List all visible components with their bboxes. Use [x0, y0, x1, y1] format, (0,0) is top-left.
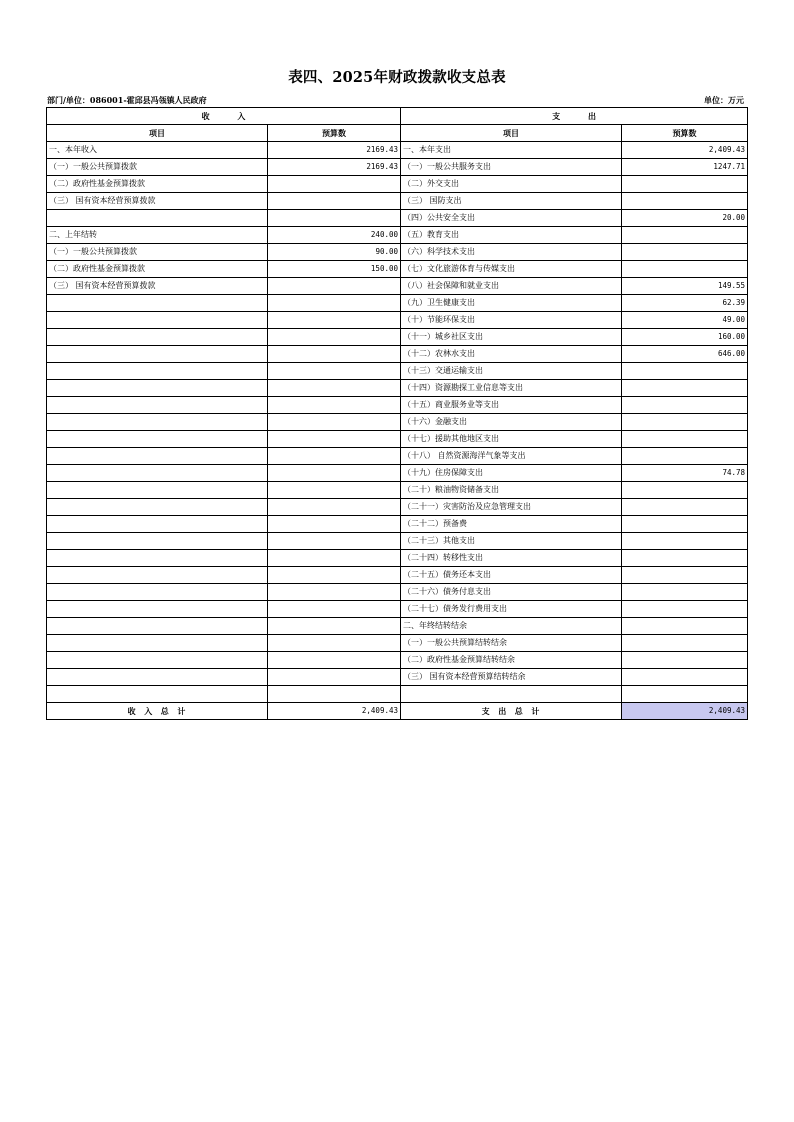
- income-item-cell: [47, 448, 268, 465]
- income-value-cell: [268, 482, 401, 499]
- income-value-cell: 240.00: [268, 227, 401, 244]
- table-row: [47, 312, 748, 329]
- unit-label: 单位：万元: [704, 95, 744, 105]
- income-item-cell: [47, 618, 268, 635]
- income-value-cell: [268, 465, 401, 482]
- income-value-cell: [268, 448, 401, 465]
- expense-value-cell: [622, 686, 748, 703]
- expense-item-cell: （六）科学技术支出: [401, 244, 622, 261]
- budget-table: [46, 107, 748, 720]
- expense-item-cell: （十七）援助其他地区支出: [401, 431, 622, 448]
- income-value-cell: 2169.43: [268, 142, 401, 159]
- income-value-cell: [268, 380, 401, 397]
- expense-item-cell: （十四）资源勘探工业信息等支出: [401, 380, 622, 397]
- income-item-cell: [47, 346, 268, 363]
- table-row: [47, 329, 748, 346]
- income-item-cell: （二）政府性基金预算拨款: [47, 261, 268, 278]
- expense-item-cell: 一、本年支出: [401, 142, 622, 159]
- table-row: [47, 567, 748, 584]
- income-item-cell: [47, 431, 268, 448]
- expense-item-cell: （二十三）其他支出: [401, 533, 622, 550]
- table-row: [47, 448, 748, 465]
- expense-value-cell: [622, 533, 748, 550]
- expense-item-cell: （一）一般公共预算结转结余: [401, 635, 622, 652]
- income-item-cell: [47, 567, 268, 584]
- expense-item-cell: （十八） 自然资源海洋气象等支出: [401, 448, 622, 465]
- income-value-cell: [268, 414, 401, 431]
- expense-budget-header: 预算数: [622, 125, 748, 142]
- table-row: [47, 499, 748, 516]
- expense-item-cell: （二）外交支出: [401, 176, 622, 193]
- income-item-cell: [47, 601, 268, 618]
- income-value-cell: [268, 652, 401, 669]
- expense-item-cell: （十六）金融支出: [401, 414, 622, 431]
- income-value-cell: [268, 635, 401, 652]
- table-row: [47, 142, 748, 159]
- table-row: [47, 261, 748, 278]
- expense-item-header: 项目: [401, 125, 622, 142]
- expense-item-cell: （七）文化旅游体育与传媒支出: [401, 261, 622, 278]
- income-value-cell: [268, 567, 401, 584]
- expense-value-cell: [622, 380, 748, 397]
- table-row: [47, 193, 748, 210]
- expense-item-cell: （二十七）债务发行费用支出: [401, 601, 622, 618]
- expense-item-cell: （十三）交通运输支出: [401, 363, 622, 380]
- income-value-cell: 90.00: [268, 244, 401, 261]
- table-row: [47, 550, 748, 567]
- table-row: [47, 465, 748, 482]
- expense-value-cell: [622, 448, 748, 465]
- expense-item-cell: （二十一）灾害防治及应急管理支出: [401, 499, 622, 516]
- expense-value-cell: 49.00: [622, 312, 748, 329]
- expense-item-cell: （二十二）预备费: [401, 516, 622, 533]
- table-row: [47, 516, 748, 533]
- income-item-cell: [47, 312, 268, 329]
- department-label: 部门/单位：086001-霍邱县冯瓴镇人民政府: [47, 95, 207, 105]
- income-item-cell: （二）政府性基金预算拨款: [47, 176, 268, 193]
- income-total-label: 收 入 总 计: [47, 703, 268, 720]
- income-value-cell: [268, 176, 401, 193]
- income-item-cell: [47, 499, 268, 516]
- table-row: [47, 295, 748, 312]
- income-item-cell: [47, 635, 268, 652]
- income-item-cell: [47, 329, 268, 346]
- expense-value-cell: [622, 618, 748, 635]
- income-item-cell: [47, 550, 268, 567]
- income-value-cell: [268, 550, 401, 567]
- income-value-cell: [268, 516, 401, 533]
- income-value-cell: [268, 584, 401, 601]
- income-value-cell: [268, 618, 401, 635]
- table-row: [47, 431, 748, 448]
- table-row: [47, 533, 748, 550]
- table-row: [47, 669, 748, 686]
- income-value-cell: [268, 499, 401, 516]
- expense-value-cell: [622, 431, 748, 448]
- expense-item-cell: （二）政府性基金预算结转结余: [401, 652, 622, 669]
- income-item-cell: [47, 686, 268, 703]
- expense-value-cell: [622, 193, 748, 210]
- income-item-cell: [47, 465, 268, 482]
- expense-value-cell: [622, 261, 748, 278]
- expense-value-cell: 1247.71: [622, 159, 748, 176]
- income-value-cell: [268, 193, 401, 210]
- income-section-header: 收 入: [47, 108, 401, 125]
- income-value-cell: 150.00: [268, 261, 401, 278]
- expense-item-cell: （四）公共安全支出: [401, 210, 622, 227]
- income-item-cell: （一）一般公共预算拨款: [47, 244, 268, 261]
- income-value-cell: [268, 278, 401, 295]
- income-item-cell: [47, 482, 268, 499]
- section-header-row: [47, 108, 748, 125]
- table-row: [47, 652, 748, 669]
- expense-value-cell: [622, 550, 748, 567]
- income-value-cell: [268, 346, 401, 363]
- income-item-cell: [47, 210, 268, 227]
- expense-item-cell: （二十六）债务付息支出: [401, 584, 622, 601]
- income-value-cell: [268, 397, 401, 414]
- table-row: [47, 210, 748, 227]
- expense-item-cell: 二、年终结转结余: [401, 618, 622, 635]
- expense-value-cell: [622, 652, 748, 669]
- table-row: [47, 227, 748, 244]
- income-value-cell: [268, 686, 401, 703]
- expense-item-cell: （二十五）债务还本支出: [401, 567, 622, 584]
- table-row: [47, 397, 748, 414]
- income-item-cell: [47, 363, 268, 380]
- expense-value-cell: [622, 414, 748, 431]
- income-value-cell: [268, 431, 401, 448]
- income-item-cell: [47, 380, 268, 397]
- table-row: [47, 686, 748, 703]
- table-row: [47, 601, 748, 618]
- expense-section-header: 支 出: [401, 108, 748, 125]
- income-item-cell: [47, 533, 268, 550]
- expense-value-cell: [622, 601, 748, 618]
- income-item-cell: （一）一般公共预算拨款: [47, 159, 268, 176]
- expense-item-cell: （九）卫生健康支出: [401, 295, 622, 312]
- table-row: [47, 380, 748, 397]
- expense-value-cell: 160.00: [622, 329, 748, 346]
- expense-value-cell: [622, 584, 748, 601]
- income-item-cell: [47, 516, 268, 533]
- income-item-cell: [47, 669, 268, 686]
- expense-value-cell: 20.00: [622, 210, 748, 227]
- table-row: [47, 244, 748, 261]
- income-item-cell: 二、上年结转: [47, 227, 268, 244]
- expense-item-cell: （十九）住房保障支出: [401, 465, 622, 482]
- income-value-cell: [268, 363, 401, 380]
- expense-value-cell: [622, 516, 748, 533]
- income-item-cell: （三） 国有资本经营预算拨款: [47, 193, 268, 210]
- expense-item-cell: （十一）城乡社区支出: [401, 329, 622, 346]
- table-row: [47, 363, 748, 380]
- expense-value-cell: [622, 635, 748, 652]
- expense-item-cell: （二十四）转移性支出: [401, 550, 622, 567]
- income-value-cell: [268, 669, 401, 686]
- table-row: [47, 159, 748, 176]
- expense-value-cell: [622, 227, 748, 244]
- table-row: [47, 176, 748, 193]
- income-item-cell: 一、本年收入: [47, 142, 268, 159]
- expense-value-cell: [622, 244, 748, 261]
- expense-total-value: 2,409.43: [622, 703, 748, 720]
- expense-item-cell: （三） 国防支出: [401, 193, 622, 210]
- income-value-cell: 2169.43: [268, 159, 401, 176]
- expense-item-cell: （八）社会保障和就业支出: [401, 278, 622, 295]
- table-row: [47, 482, 748, 499]
- table-row: [47, 584, 748, 601]
- income-total-value: 2,409.43: [268, 703, 401, 720]
- income-value-cell: [268, 329, 401, 346]
- table-row: [47, 618, 748, 635]
- expense-total-label: 支 出 总 计: [401, 703, 622, 720]
- expense-value-cell: 62.39: [622, 295, 748, 312]
- income-value-cell: [268, 210, 401, 227]
- table-row: [47, 414, 748, 431]
- income-item-cell: [47, 397, 268, 414]
- income-value-cell: [268, 295, 401, 312]
- income-budget-header: 预算数: [268, 125, 401, 142]
- income-value-cell: [268, 601, 401, 618]
- income-item-cell: [47, 584, 268, 601]
- table-row: [47, 346, 748, 363]
- income-item-cell: [47, 652, 268, 669]
- expense-item-cell: （一）一般公共服务支出: [401, 159, 622, 176]
- expense-item-cell: （三） 国有资本经营预算结转结余: [401, 669, 622, 686]
- expense-value-cell: [622, 482, 748, 499]
- expense-value-cell: 646.00: [622, 346, 748, 363]
- expense-value-cell: [622, 397, 748, 414]
- expense-value-cell: [622, 669, 748, 686]
- expense-value-cell: 74.78: [622, 465, 748, 482]
- column-header-row: [47, 125, 748, 142]
- expense-value-cell: [622, 176, 748, 193]
- totals-row: [47, 703, 748, 720]
- expense-item-cell: （五）教育支出: [401, 227, 622, 244]
- expense-item-cell: [401, 686, 622, 703]
- page-title: 表四、2025年财政拨款收支总表: [288, 69, 506, 86]
- expense-item-cell: （十）节能环保支出: [401, 312, 622, 329]
- expense-item-cell: （二十）粮油物资储备支出: [401, 482, 622, 499]
- expense-value-cell: [622, 567, 748, 584]
- income-value-cell: [268, 312, 401, 329]
- income-item-header: 项目: [47, 125, 268, 142]
- income-item-cell: [47, 295, 268, 312]
- income-item-cell: （三） 国有资本经营预算拨款: [47, 278, 268, 295]
- expense-item-cell: （十二）农林水支出: [401, 346, 622, 363]
- table-row: [47, 635, 748, 652]
- income-value-cell: [268, 533, 401, 550]
- expense-value-cell: 149.55: [622, 278, 748, 295]
- expense-value-cell: [622, 363, 748, 380]
- expense-value-cell: 2,409.43: [622, 142, 748, 159]
- income-item-cell: [47, 414, 268, 431]
- expense-item-cell: （十五）商业服务业等支出: [401, 397, 622, 414]
- expense-value-cell: [622, 499, 748, 516]
- table-row: [47, 278, 748, 295]
